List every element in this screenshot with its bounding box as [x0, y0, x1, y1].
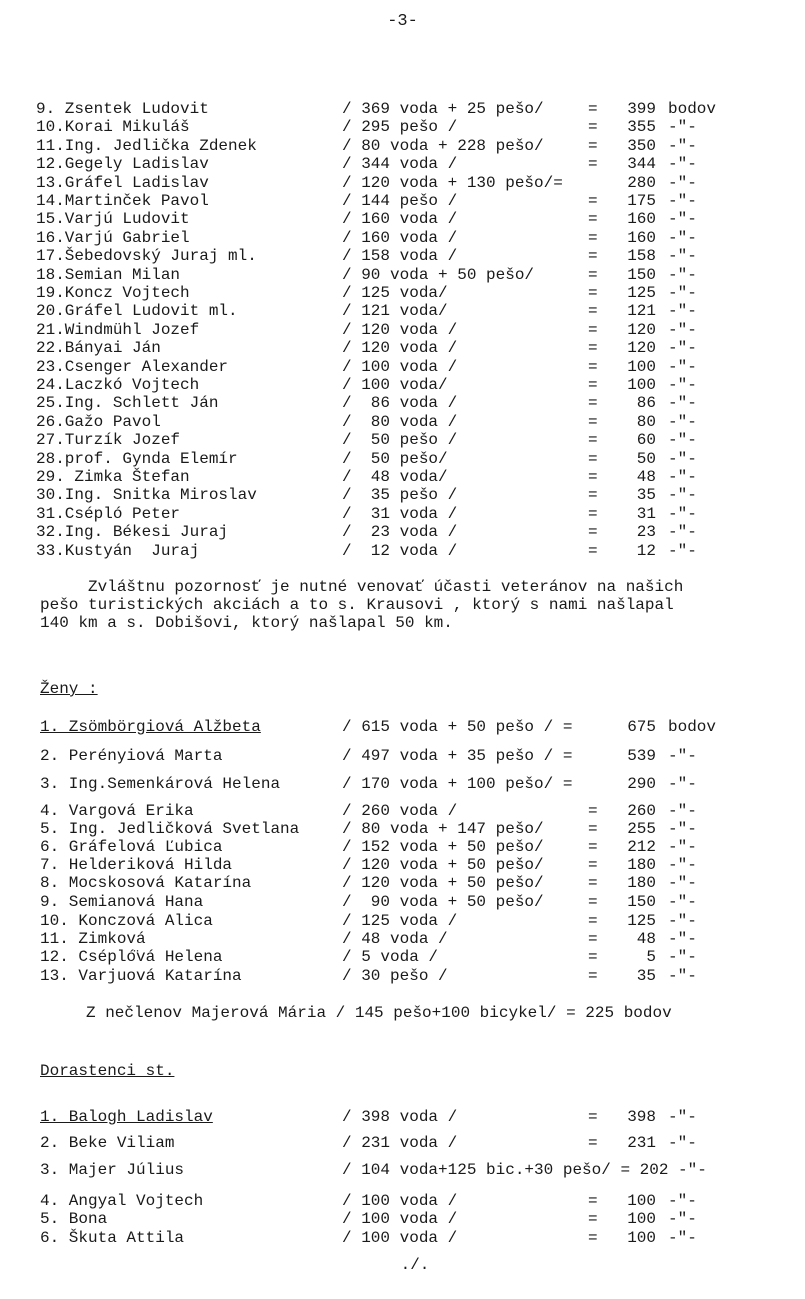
- result-row: [0, 948, 805, 966]
- result-row: [0, 747, 805, 765]
- equals-sign: =: [588, 412, 598, 431]
- result-row: [0, 838, 805, 856]
- result-row: [0, 820, 805, 838]
- participant-name: 22.Bányai Ján: [36, 339, 161, 358]
- points-unit: -"-: [668, 228, 697, 247]
- points-unit: -"-: [668, 247, 697, 266]
- distance-calc: / 12 voda /: [342, 541, 458, 560]
- participant-name: 9. Semianová Hana: [40, 893, 204, 911]
- points-value: 125: [627, 912, 656, 930]
- distance-calc: / 497 voda + 35 pešo / =: [342, 747, 573, 765]
- points-unit: -"-: [668, 468, 697, 486]
- paragraph-line: pešo turistických akciách a to s. Krausovi , ktorý s nami našlapal: [40, 596, 674, 614]
- points-unit: -"-: [668, 838, 697, 856]
- participant-name: 21.Windmühl Jozef: [36, 320, 200, 339]
- result-row: [0, 118, 805, 136]
- result-row: [0, 930, 805, 948]
- equals-sign: =: [588, 155, 598, 174]
- participant-name: 4. Vargová Erika: [40, 802, 194, 820]
- participant-name: 29. Zimka Štefan: [36, 468, 190, 486]
- points-unit: -"-: [668, 967, 697, 985]
- distance-calc: / 90 voda + 50 pešo/: [342, 893, 544, 911]
- points-value: 290: [627, 775, 656, 793]
- distance-calc: / 86 voda /: [342, 394, 458, 413]
- distance-calc: / 48 voda/: [342, 468, 448, 486]
- result-row: [0, 912, 805, 930]
- participant-name: 7. Helderiková Hilda: [40, 856, 233, 874]
- distance-calc: / 160 voda /: [342, 228, 458, 247]
- participant-name: 32.Ing. Békesi Juraj: [36, 523, 229, 542]
- participant-name: 31.Csépló Peter: [36, 504, 181, 523]
- points-unit: -"-: [668, 541, 697, 560]
- distance-calc: / 90 voda + 50 pešo/: [342, 265, 535, 284]
- distance-calc: / 398 voda /: [342, 1108, 458, 1126]
- points-unit: -"-: [668, 173, 697, 192]
- points-value: 120: [627, 339, 656, 358]
- points-value: 355: [627, 118, 656, 137]
- participant-name: 2. Perényiová Marta: [40, 747, 223, 765]
- result-row: [0, 893, 805, 911]
- points-value: 23: [636, 523, 656, 542]
- participant-name: 5. Bona: [40, 1210, 108, 1228]
- result-row: [0, 505, 805, 523]
- participant-name: 13.Gráfel Ladislav: [36, 173, 209, 192]
- points-unit: -"-: [668, 820, 697, 838]
- paragraph-line: Zvláštnu pozornosť je nutné venovať účasti veteránov na našich: [40, 578, 684, 596]
- result-row: [0, 376, 805, 394]
- result-row: [0, 542, 805, 560]
- result-row: [0, 1192, 805, 1210]
- participant-name: 2. Beke Viliam: [40, 1134, 175, 1152]
- participant-name: 20.Gráfel Ludovit ml.: [36, 302, 238, 321]
- participant-name: 19.Koncz Vojtech: [36, 284, 190, 302]
- points-unit: -"-: [668, 802, 697, 820]
- equals-sign: =: [588, 1210, 598, 1228]
- result-row: [0, 1108, 805, 1126]
- points-value: 100: [627, 1229, 656, 1247]
- participant-name: 10.Korai Mikuláš: [36, 118, 190, 137]
- equals-sign: =: [588, 948, 598, 966]
- distance-calc: / 125 voda/: [342, 284, 448, 302]
- points-value: 150: [627, 893, 656, 911]
- equals-sign: =: [588, 1229, 598, 1247]
- result-row: [0, 802, 805, 820]
- distance-calc: / 120 voda + 50 pešo/: [342, 874, 544, 892]
- distance-calc: / 50 pešo /: [342, 431, 458, 450]
- result-row: [0, 155, 805, 173]
- participant-name: 17.Šebedovský Juraj ml.: [36, 247, 257, 266]
- equals-sign: =: [588, 339, 598, 358]
- points-unit: -"-: [668, 394, 697, 413]
- participant-name: 14.Martinček Pavol: [36, 192, 209, 210]
- participant-name: 28.prof. Gynda Elemír: [36, 449, 238, 468]
- distance-calc: / 231 voda /: [342, 1134, 458, 1152]
- points-unit: -"-: [668, 449, 697, 468]
- points-value: 50: [636, 449, 656, 468]
- equals-sign: =: [588, 376, 598, 394]
- equals-sign: =: [588, 838, 598, 856]
- points-value: 150: [627, 265, 656, 284]
- distance-calc: / 369 voda + 25 pešo/: [342, 100, 544, 118]
- distance-calc: / 80 voda + 228 pešo/: [342, 136, 544, 155]
- result-row: [0, 137, 805, 155]
- points-value: 31: [636, 504, 656, 523]
- result-row: [0, 284, 805, 302]
- distance-calc: / 152 voda + 50 pešo/: [342, 838, 544, 856]
- distance-calc: / 48 voda /: [342, 930, 448, 948]
- equals-sign: =: [588, 912, 598, 930]
- equals-sign: =: [588, 284, 598, 302]
- participant-name: 8. Mocskosová Katarína: [40, 874, 252, 892]
- points-value: 60: [636, 431, 656, 450]
- equals-sign: =: [588, 820, 598, 838]
- points-value: 48: [636, 930, 656, 948]
- points-unit: -"-: [668, 523, 697, 542]
- equals-sign: =: [588, 449, 598, 468]
- equals-sign: =: [588, 930, 598, 948]
- result-row: [0, 339, 805, 357]
- distance-calc: / 23 voda /: [342, 523, 458, 542]
- result-row: [0, 394, 805, 412]
- points-unit: -"-: [668, 210, 697, 229]
- points-value: 212: [627, 838, 656, 856]
- distance-calc: / 104 voda+125 bic.+30 pešo/ = 202 -"-: [342, 1161, 707, 1179]
- equals-sign: =: [588, 265, 598, 284]
- points-value: 80: [636, 412, 656, 431]
- points-value: 121: [627, 302, 656, 321]
- result-row: [0, 523, 805, 541]
- points-value: 231: [627, 1134, 656, 1152]
- distance-calc: / 170 voda + 100 pešo/ =: [342, 775, 573, 793]
- points-unit: -"-: [668, 1210, 697, 1228]
- points-value: 350: [627, 136, 656, 155]
- equals-sign: =: [588, 523, 598, 542]
- points-value: 125: [627, 284, 656, 302]
- participant-name: 18.Semian Milan: [36, 265, 181, 284]
- distance-calc: / 80 voda + 147 pešo/: [342, 820, 544, 838]
- points-value: 255: [627, 820, 656, 838]
- distance-calc: / 144 pešo /: [342, 192, 458, 210]
- points-unit: -"-: [668, 431, 697, 450]
- equals-sign: =: [588, 228, 598, 247]
- result-row: [0, 266, 805, 284]
- points-value: 675: [627, 718, 656, 736]
- distance-calc: / 100 voda /: [342, 1192, 458, 1210]
- distance-calc: / 260 voda /: [342, 802, 458, 820]
- points-unit: -"-: [668, 265, 697, 284]
- points-unit: -"-: [668, 155, 697, 174]
- result-row: [0, 100, 805, 118]
- participant-name: 12. Csépló̈vá Helena: [40, 948, 223, 966]
- distance-calc: / 100 voda /: [342, 1229, 458, 1247]
- points-unit: -"-: [668, 930, 697, 948]
- points-value: 280: [627, 173, 656, 192]
- participant-name: 1. Balogh Ladislav: [40, 1108, 213, 1126]
- equals-sign: =: [588, 394, 598, 413]
- equals-sign: =: [588, 118, 598, 137]
- result-row: [0, 413, 805, 431]
- equals-sign: =: [588, 802, 598, 820]
- points-unit: -"-: [668, 339, 697, 358]
- points-unit: -"-: [668, 948, 697, 966]
- distance-calc: / 120 voda + 50 pešo/: [342, 856, 544, 874]
- points-value: 344: [627, 155, 656, 174]
- result-row: [0, 210, 805, 228]
- distance-calc: / 615 voda + 50 pešo / =: [342, 718, 573, 736]
- points-unit: -"-: [668, 412, 697, 431]
- distance-calc: / 120 voda + 130 pešo/=: [342, 173, 563, 192]
- equals-sign: =: [588, 486, 598, 505]
- distance-calc: / 295 pešo /: [342, 118, 458, 137]
- equals-sign: =: [588, 468, 598, 486]
- result-row: [0, 1161, 805, 1179]
- result-row: [0, 718, 805, 736]
- equals-sign: =: [588, 210, 598, 229]
- points-unit: -"-: [668, 192, 697, 210]
- distance-calc: / 120 voda /: [342, 320, 458, 339]
- result-row: [0, 468, 805, 486]
- equals-sign: =: [588, 1134, 598, 1152]
- points-value: 398: [627, 1108, 656, 1126]
- points-unit: -"-: [668, 874, 697, 892]
- participant-name: 25.Ing. Schlett Ján: [36, 394, 219, 413]
- participant-name: 16.Varjú Gabriel: [36, 228, 190, 247]
- result-row: [0, 1210, 805, 1228]
- paragraph-line: 140 km a s. Dobišovi, ktorý našlapal 50 km.: [40, 614, 453, 632]
- participant-name: 30.Ing. Snitka Miroslav: [36, 486, 257, 505]
- equals-sign: =: [588, 541, 598, 560]
- result-row: [0, 486, 805, 504]
- points-value: 399: [627, 100, 656, 118]
- result-row: [0, 302, 805, 320]
- equals-sign: =: [588, 192, 598, 210]
- points-unit: -"-: [668, 775, 697, 793]
- points-value: 5: [646, 948, 656, 966]
- points-unit: -"-: [668, 1134, 697, 1152]
- points-unit: -"-: [668, 136, 697, 155]
- points-value: 35: [636, 486, 656, 505]
- participant-name: 6. Gráfelová Ľubica: [40, 838, 223, 856]
- equals-sign: =: [588, 431, 598, 450]
- women-heading: Ženy :: [40, 680, 98, 698]
- points-value: 100: [627, 376, 656, 394]
- distance-calc: / 35 pešo /: [342, 486, 458, 505]
- result-row: [0, 247, 805, 265]
- equals-sign: =: [588, 357, 598, 376]
- result-row: [0, 967, 805, 985]
- distance-calc: / 120 voda /: [342, 339, 458, 358]
- points-unit: -"-: [668, 1192, 697, 1210]
- participant-name: 9. Zsentek Ludovit: [36, 100, 209, 118]
- result-row: [0, 1134, 805, 1152]
- points-value: 158: [627, 247, 656, 266]
- points-value: 539: [627, 747, 656, 765]
- equals-sign: =: [588, 504, 598, 523]
- points-value: 12: [636, 541, 656, 560]
- result-row: [0, 229, 805, 247]
- equals-sign: =: [588, 136, 598, 155]
- points-unit: -"-: [668, 912, 697, 930]
- equals-sign: =: [588, 100, 598, 118]
- continuation-mark: ./.: [400, 1256, 430, 1274]
- participant-name: 6. Škuta Attila: [40, 1229, 185, 1247]
- distance-calc: / 5 voda /: [342, 948, 439, 966]
- points-unit: -"-: [668, 118, 697, 137]
- result-row: [0, 431, 805, 449]
- equals-sign: =: [588, 247, 598, 266]
- points-unit: -"-: [668, 1229, 697, 1247]
- points-value: 120: [627, 320, 656, 339]
- points-unit: -"-: [668, 376, 697, 394]
- distance-calc: / 344 voda /: [342, 155, 458, 174]
- participant-name: 23.Csenger Alexander: [36, 357, 229, 376]
- distance-calc: / 158 voda /: [342, 247, 458, 266]
- participant-name: 12.Gegely Ladislav: [36, 155, 209, 174]
- points-value: 160: [627, 210, 656, 229]
- distance-calc: / 100 voda/: [342, 376, 448, 394]
- participant-name: 27.Turzík Jozef: [36, 431, 181, 450]
- result-row: [0, 775, 805, 793]
- points-unit: -"-: [668, 320, 697, 339]
- points-value: 35: [636, 967, 656, 985]
- equals-sign: =: [588, 1192, 598, 1210]
- result-row: [0, 358, 805, 376]
- participant-name: 3. Majer Július: [40, 1161, 185, 1179]
- points-unit: bodov: [668, 100, 717, 118]
- distance-calc: / 50 pešo/: [342, 449, 448, 468]
- result-row: [0, 1229, 805, 1247]
- points-value: 86: [636, 394, 656, 413]
- equals-sign: =: [588, 893, 598, 911]
- points-value: 175: [627, 192, 656, 210]
- distance-calc: / 100 voda /: [342, 357, 458, 376]
- distance-calc: / 100 voda /: [342, 1210, 458, 1228]
- points-unit: -"-: [668, 1108, 697, 1126]
- result-row: [0, 450, 805, 468]
- participant-name: 33.Kustyán Juraj: [36, 541, 200, 560]
- result-row: [0, 874, 805, 892]
- points-value: 100: [627, 357, 656, 376]
- points-unit: -"-: [668, 504, 697, 523]
- page-number: -3-: [387, 12, 418, 31]
- result-row: [0, 174, 805, 192]
- participant-name: 24.Laczkó Vojtech: [36, 376, 200, 394]
- participant-name: 11.Ing. Jedlička Zdenek: [36, 136, 257, 155]
- points-value: 180: [627, 856, 656, 874]
- points-value: 48: [636, 468, 656, 486]
- distance-calc: / 31 voda /: [342, 504, 458, 523]
- distance-calc: / 30 pešo /: [342, 967, 448, 985]
- participant-name: 4. Angyal Vojtech: [40, 1192, 204, 1210]
- points-unit: bodov: [668, 718, 717, 736]
- distance-calc: / 160 voda /: [342, 210, 458, 229]
- distance-calc: / 121 voda/: [342, 302, 448, 321]
- equals-sign: =: [588, 302, 598, 321]
- equals-sign: =: [588, 967, 598, 985]
- equals-sign: =: [588, 320, 598, 339]
- equals-sign: =: [588, 1108, 598, 1126]
- points-value: 100: [627, 1210, 656, 1228]
- participant-name: 5. Ing. Jedličková Svetlana: [40, 820, 300, 838]
- result-row: [0, 192, 805, 210]
- result-row: [0, 321, 805, 339]
- participant-name: 10. Konczová Alica: [40, 912, 213, 930]
- points-unit: -"-: [668, 893, 697, 911]
- distance-calc: / 80 voda /: [342, 412, 458, 431]
- distance-calc: / 125 voda /: [342, 912, 458, 930]
- juniors-heading: Dorastenci st.: [40, 1062, 175, 1080]
- points-value: 160: [627, 228, 656, 247]
- points-value: 260: [627, 802, 656, 820]
- points-unit: -"-: [668, 856, 697, 874]
- participant-name: 11. Zimková: [40, 930, 146, 948]
- participant-name: 3. Ing.Semenkárová Helena: [40, 775, 281, 793]
- equals-sign: =: [588, 874, 598, 892]
- participant-name: 26.Gažo Pavol: [36, 412, 161, 431]
- points-unit: -"-: [668, 747, 697, 765]
- participant-name: 1. Zsömbörgiová Alžbeta: [40, 718, 261, 736]
- points-value: 180: [627, 874, 656, 892]
- points-unit: -"-: [668, 357, 697, 376]
- participant-name: 13. Varjuová Katarína: [40, 967, 242, 985]
- points-value: 100: [627, 1192, 656, 1210]
- result-row: [0, 856, 805, 874]
- points-unit: -"-: [668, 486, 697, 505]
- nonmember-note: Z nečlenov Majerová Mária / 145 pešo+100 bicykel/ = 225 bodov: [86, 1004, 672, 1022]
- equals-sign: =: [588, 856, 598, 874]
- participant-name: 15.Varjú Ludovit: [36, 210, 190, 229]
- points-unit: -"-: [668, 284, 697, 302]
- points-unit: -"-: [668, 302, 697, 321]
